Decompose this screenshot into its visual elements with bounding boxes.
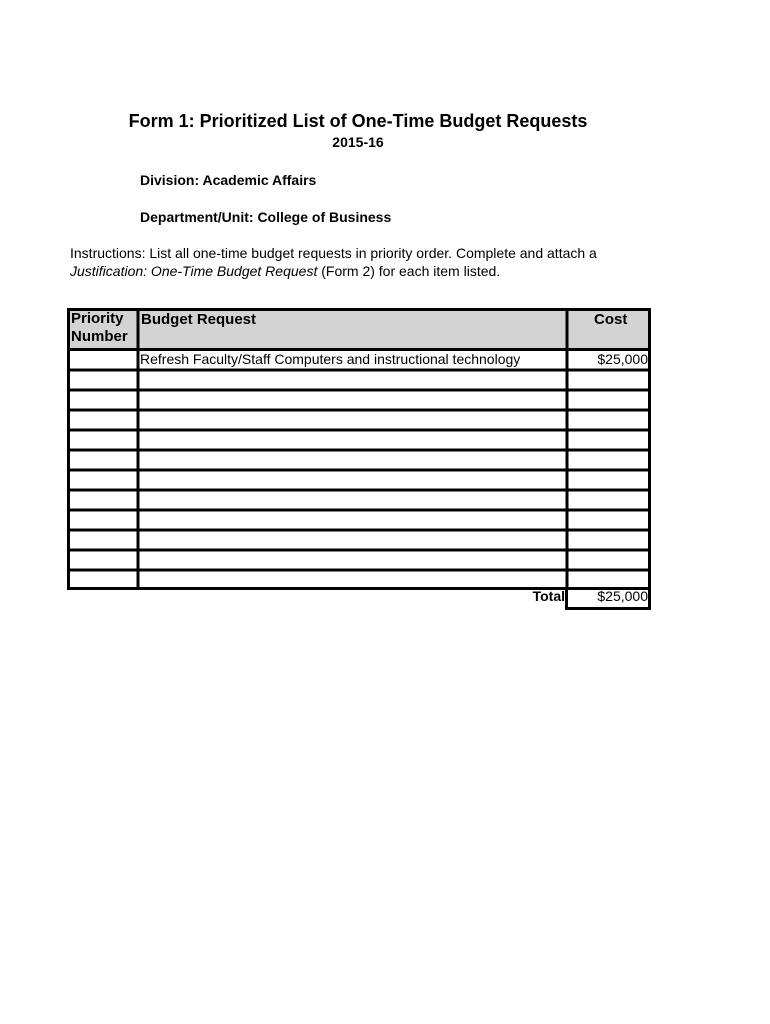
instructions-line-2 xyxy=(70,262,597,280)
division-label: Division: Academic Affairs xyxy=(140,172,317,188)
total-value: $25,000 xyxy=(597,588,648,604)
header-priority-line-2: Number xyxy=(71,328,128,345)
row-1-cost: $25,000 xyxy=(597,351,648,367)
header-cost: Cost xyxy=(594,311,628,328)
header-budget-request: Budget Request xyxy=(141,311,257,328)
instructions xyxy=(70,244,597,280)
total-label: Total xyxy=(532,588,565,604)
fiscal-year: 2015-16 xyxy=(332,134,384,150)
instructions-line-1: Instructions: List all one-time budget requests in priority order. Complete and attach a xyxy=(70,245,597,261)
department-label: Department/Unit: College of Business xyxy=(140,209,392,225)
instructions-form-2-name: Justification: One-Time Budget Request xyxy=(70,263,318,279)
header-priority-number xyxy=(71,310,128,346)
header-priority-line-1: Priority xyxy=(71,310,124,327)
form-title: Form 1: Prioritized List of One-Time Budget Requests xyxy=(128,111,588,131)
row-1-budget-request: Refresh Faculty/Staff Computers and instructional technology xyxy=(140,351,521,367)
instructions-tail: (Form 2) for each item listed. xyxy=(317,263,501,279)
